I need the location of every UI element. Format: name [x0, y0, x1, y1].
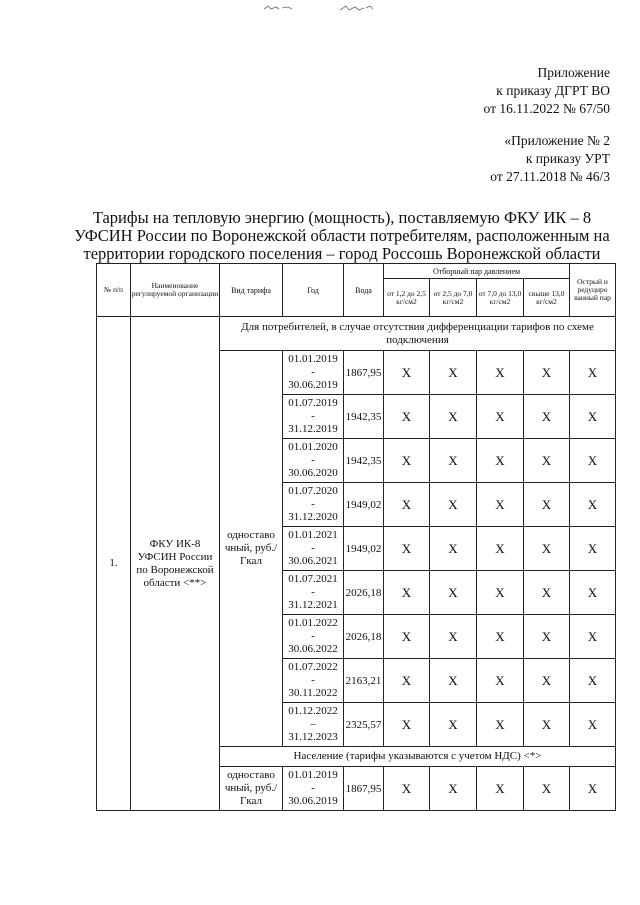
header-pressure-2: от 2,5 до 7,0 кг/см2 — [430, 279, 477, 317]
appendix-line-2: к приказу ДГРТ ВО — [496, 83, 610, 98]
period-to: 30.06.2019 — [288, 379, 338, 391]
period-from: 01.01.2022 — [288, 617, 338, 629]
value-p3: Х — [477, 483, 524, 527]
period-to: 30.11.2022 — [288, 687, 338, 699]
period-sep: - — [311, 630, 315, 642]
value-p4: Х — [524, 527, 570, 571]
value-p4: Х — [524, 615, 570, 659]
water-value: 2026,18 — [344, 615, 384, 659]
period-from: 01.07.2019 — [288, 397, 338, 409]
header-sharp-steam: Острый и редуциро ванный пар — [570, 264, 616, 317]
period-from: 01.01.2021 — [288, 529, 338, 541]
value-p4: Х — [524, 439, 570, 483]
value-sharp: Х — [570, 395, 616, 439]
prev-appendix-line-1: «Приложение № 2 — [504, 133, 610, 148]
period-sep: - — [311, 782, 315, 794]
water-value: 1949,02 — [344, 527, 384, 571]
value-p3: Х — [477, 439, 524, 483]
water-value: 1867,95 — [344, 767, 384, 811]
header-tariff-kind: Вид тарифа — [220, 264, 283, 317]
value-p2: Х — [430, 483, 477, 527]
period-from: 01.01.2019 — [288, 769, 338, 781]
water-value: 1942,35 — [344, 439, 384, 483]
value-sharp: Х — [570, 767, 616, 811]
period-cell — [283, 483, 344, 527]
header-pressure-1: от 1,2 до 2,5 кг/см2 — [384, 279, 430, 317]
value-p1: Х — [384, 615, 430, 659]
period-cell — [283, 527, 344, 571]
appendix-line-3: от 16.11.2022 № 67/50 — [483, 101, 610, 116]
water-value: 2325,57 — [344, 703, 384, 747]
value-p3: Х — [477, 615, 524, 659]
water-value: 1949,02 — [344, 483, 384, 527]
header-organization: Наименование регулируемой организации — [131, 264, 220, 317]
header-pressure-4: свыше 13,0 кг/см2 — [524, 279, 570, 317]
tariff-kind-population: одноставо чный, руб./Гкал — [220, 767, 283, 811]
value-p1: Х — [384, 439, 430, 483]
period-sep: - — [311, 674, 315, 686]
period-sep: - — [311, 542, 315, 554]
value-p2: Х — [430, 351, 477, 395]
period-from: 01.07.2022 — [288, 661, 338, 673]
period-sep: - — [311, 498, 315, 510]
water-value: 1942,35 — [344, 395, 384, 439]
value-p4: Х — [524, 767, 570, 811]
value-sharp: Х — [570, 703, 616, 747]
period-cell — [283, 703, 344, 747]
period-to: 31.12.2020 — [288, 511, 338, 523]
scan-marks — [262, 0, 402, 10]
value-p3: Х — [477, 703, 524, 747]
period-to: 31.12.2023 — [288, 731, 338, 743]
scan-noise-graphic — [262, 3, 402, 13]
value-p3: Х — [477, 767, 524, 811]
value-p1: Х — [384, 351, 430, 395]
period-to: 31.12.2021 — [288, 599, 338, 611]
value-sharp: Х — [570, 439, 616, 483]
water-value: 2163,21 — [344, 659, 384, 703]
previous-appendix-reference — [490, 132, 610, 186]
header-steam-group: Отборный пар давлением — [384, 264, 570, 279]
period-from: 01.07.2021 — [288, 573, 338, 585]
value-p2: Х — [430, 395, 477, 439]
value-p2: Х — [430, 615, 477, 659]
value-p4: Х — [524, 659, 570, 703]
value-sharp: Х — [570, 351, 616, 395]
appendix-reference — [484, 64, 610, 118]
organization-name: ФКУ ИК-8 УФСИН России по Воронежской области <**> — [131, 317, 220, 811]
period-from: 01.07.2020 — [288, 485, 338, 497]
period-cell — [283, 659, 344, 703]
period-cell — [283, 439, 344, 483]
value-p1: Х — [384, 767, 430, 811]
value-p1: Х — [384, 659, 430, 703]
value-p3: Х — [477, 527, 524, 571]
period-cell — [283, 395, 344, 439]
period-to: 30.06.2020 — [288, 467, 338, 479]
section-population-title: Население (тарифы указываются с учетом НДС) <*> — [220, 747, 616, 767]
water-value: 1867,95 — [344, 351, 384, 395]
value-p3: Х — [477, 395, 524, 439]
value-p1: Х — [384, 527, 430, 571]
section-consumers-title: Для потребителей, в случае отсутствия дифференциации тарифов по схеме подключения — [220, 317, 616, 351]
period-from: 01.12.2022 — [288, 705, 338, 717]
period-cell — [283, 767, 344, 811]
value-p3: Х — [477, 659, 524, 703]
period-from: 01.01.2019 — [288, 353, 338, 365]
period-sep: - — [311, 366, 315, 378]
period-sep: - — [311, 410, 315, 422]
value-sharp: Х — [570, 527, 616, 571]
header-year: Год — [283, 264, 344, 317]
period-cell — [283, 571, 344, 615]
period-sep: – — [310, 718, 316, 730]
prev-appendix-line-2: к приказу УРТ — [525, 151, 610, 166]
value-p2: Х — [430, 527, 477, 571]
period-sep: - — [311, 454, 315, 466]
value-p2: Х — [430, 659, 477, 703]
value-p3: Х — [477, 351, 524, 395]
value-p4: Х — [524, 703, 570, 747]
value-p1: Х — [384, 703, 430, 747]
header-num: № п/п — [97, 264, 131, 317]
value-p4: Х — [524, 571, 570, 615]
value-p4: Х — [524, 395, 570, 439]
period-cell — [283, 351, 344, 395]
row-number: 1. — [97, 317, 131, 811]
section-row — [97, 317, 616, 351]
value-p2: Х — [430, 439, 477, 483]
value-p4: Х — [524, 483, 570, 527]
value-p2: Х — [430, 767, 477, 811]
value-p1: Х — [384, 571, 430, 615]
period-to: 30.06.2019 — [288, 795, 338, 807]
period-to: 30.06.2021 — [288, 555, 338, 567]
tariff-kind: одноставо чный, руб./Гкал — [220, 351, 283, 747]
prev-appendix-line-3: от 27.11.2018 № 46/3 — [490, 169, 610, 184]
value-sharp: Х — [570, 483, 616, 527]
title-line-2: УФСИН России по Воронежской области потребителям, расположенным на — [74, 226, 610, 245]
period-to: 30.06.2022 — [288, 643, 338, 655]
value-p2: Х — [430, 571, 477, 615]
value-p3: Х — [477, 571, 524, 615]
value-p2: Х — [430, 703, 477, 747]
period-to: 31.12.2019 — [288, 423, 338, 435]
value-sharp: Х — [570, 571, 616, 615]
value-p1: Х — [384, 483, 430, 527]
period-from: 01.01.2020 — [288, 441, 338, 453]
appendix-line-1: Приложение — [537, 65, 610, 80]
value-p1: Х — [384, 395, 430, 439]
period-sep: - — [311, 586, 315, 598]
value-p4: Х — [524, 351, 570, 395]
value-sharp: Х — [570, 659, 616, 703]
title-line-1: Тарифы на тепловую энергию (мощность), поставляемую ФКУ ИК – 8 — [92, 208, 592, 227]
document-title — [74, 209, 610, 263]
period-cell — [283, 615, 344, 659]
header-pressure-3: от 7,0 до 13,0 кг/см2 — [477, 279, 524, 317]
value-sharp: Х — [570, 615, 616, 659]
title-line-3: территории городского поселения – город Россошь Воронежской области — [83, 244, 601, 263]
tariffs-table — [96, 263, 616, 811]
header-water: Вода — [344, 264, 384, 317]
water-value: 2026,18 — [344, 571, 384, 615]
